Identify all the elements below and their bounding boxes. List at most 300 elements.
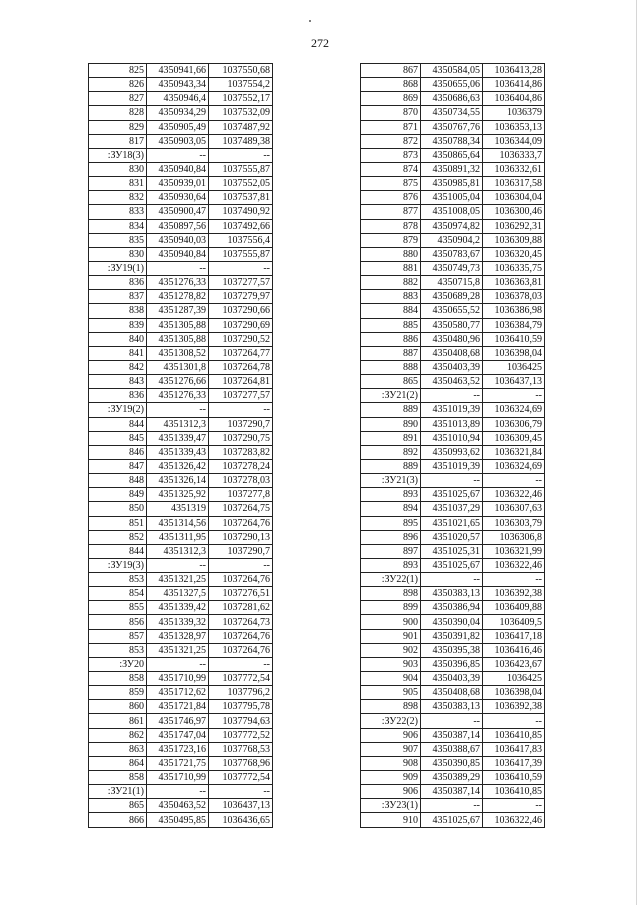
point-number-cell: 887 [361,346,421,360]
point-number-cell: :ЗУ20 [89,657,147,671]
y-coordinate-cell: -- [483,714,545,728]
point-number-cell: 830 [89,162,147,176]
x-coordinate-cell: -- [421,389,483,403]
y-coordinate-cell: 1036410,85 [483,785,545,799]
y-coordinate-cell: -- [483,799,545,813]
point-number-cell: 842 [89,360,147,374]
point-number-cell: 875 [361,177,421,191]
y-coordinate-cell: 1037492,66 [209,219,273,233]
y-coordinate-cell: 1037794,63 [209,714,273,728]
y-coordinate-cell: 1037489,38 [209,134,273,148]
table-row [89,587,273,601]
y-coordinate-cell: 1037278,24 [209,459,273,473]
table-row [89,403,273,417]
x-coordinate-cell: 4350396,85 [421,657,483,671]
table-row [361,389,545,403]
y-coordinate-cell: 1036436,65 [209,813,273,827]
x-coordinate-cell: 4351019,39 [421,459,483,473]
y-coordinate-cell: 1036379 [483,106,545,120]
point-number-cell: 898 [361,587,421,601]
x-coordinate-cell: 4350904,2 [421,233,483,247]
y-coordinate-cell: 1036378,03 [483,290,545,304]
x-coordinate-cell: 4351276,33 [147,276,209,290]
y-coordinate-cell: 1037554,2 [209,78,273,92]
point-number-cell: 843 [89,375,147,389]
table-row [89,276,273,290]
point-number-cell: 836 [89,389,147,403]
scan-edge-line [636,0,637,905]
table-row [361,728,545,742]
x-coordinate-cell: 4350943,34 [147,78,209,92]
x-coordinate-cell: -- [421,474,483,488]
x-coordinate-cell: 4350940,03 [147,233,209,247]
x-coordinate-cell: 4351339,32 [147,615,209,629]
y-coordinate-cell: 1036304,04 [483,191,545,205]
y-coordinate-cell: 1036416,46 [483,643,545,657]
y-coordinate-cell: 1036423,67 [483,657,545,671]
table-row [89,177,273,191]
point-number-cell: 847 [89,459,147,473]
page-number: 272 [311,36,329,50]
table-row [361,672,545,686]
table-row [89,445,273,459]
x-coordinate-cell: 4350686,63 [421,92,483,106]
x-coordinate-cell: 4351710,99 [147,771,209,785]
point-number-cell: 841 [89,346,147,360]
point-number-cell: 904 [361,672,421,686]
y-coordinate-cell: 1037276,51 [209,587,273,601]
table-row [361,205,545,219]
y-coordinate-cell: 1036324,69 [483,459,545,473]
table-row [89,728,273,742]
x-coordinate-cell: 4350900,47 [147,205,209,219]
point-number-cell: 851 [89,516,147,530]
y-coordinate-cell: 1037550,68 [209,64,273,78]
y-coordinate-cell: 1037290,75 [209,431,273,445]
y-coordinate-cell: 1037552,05 [209,177,273,191]
table-row [361,799,545,813]
y-coordinate-cell: 1037555,87 [209,162,273,176]
x-coordinate-cell: 4350940,84 [147,247,209,261]
y-coordinate-cell: 1036417,18 [483,629,545,643]
y-coordinate-cell: 1036410,59 [483,332,545,346]
y-coordinate-cell: 1036344,09 [483,134,545,148]
x-coordinate-cell: 4351276,33 [147,389,209,403]
table-row [89,771,273,785]
table-row [361,233,545,247]
x-coordinate-cell: 4351312,3 [147,544,209,558]
point-number-cell: 861 [89,714,147,728]
y-coordinate-cell: 1036409,5 [483,615,545,629]
table-row [89,558,273,572]
point-number-cell: 834 [89,219,147,233]
point-number-cell: 837 [89,290,147,304]
table-row [89,191,273,205]
point-number-cell: 838 [89,304,147,318]
y-coordinate-cell: 1036300,46 [483,205,545,219]
y-coordinate-cell: 1036322,46 [483,558,545,572]
x-coordinate-cell: 4351328,97 [147,629,209,643]
y-coordinate-cell: 1037277,57 [209,276,273,290]
table-row [361,459,545,473]
table-row [361,191,545,205]
coordinates-table-left-body [89,64,273,828]
x-coordinate-cell: 4350767,76 [421,120,483,134]
point-number-cell: 831 [89,177,147,191]
y-coordinate-cell: 1036309,88 [483,233,545,247]
table-row [89,389,273,403]
table-row [361,403,545,417]
table-row [361,177,545,191]
table-row [89,162,273,176]
y-coordinate-cell: 1037264,76 [209,643,273,657]
point-number-cell: 829 [89,120,147,134]
point-number-cell: 900 [361,615,421,629]
y-coordinate-cell: 1036333,7 [483,148,545,162]
y-coordinate-cell: 1037264,77 [209,346,273,360]
x-coordinate-cell: 4350463,52 [147,799,209,813]
point-number-cell: 845 [89,431,147,445]
y-coordinate-cell: 1037279,97 [209,290,273,304]
x-coordinate-cell: 4351319 [147,502,209,516]
y-coordinate-cell: 1037290,69 [209,318,273,332]
x-coordinate-cell: 4351037,29 [421,502,483,516]
y-coordinate-cell: 1037532,09 [209,106,273,120]
table-row [361,502,545,516]
y-coordinate-cell: 1037290,13 [209,530,273,544]
x-coordinate-cell: 4350993,62 [421,445,483,459]
table-row [89,813,273,827]
point-number-cell: 859 [89,686,147,700]
x-coordinate-cell: 4350940,84 [147,162,209,176]
x-coordinate-cell: 4350383,13 [421,587,483,601]
table-row [89,360,273,374]
x-coordinate-cell: 4351025,67 [421,488,483,502]
point-number-cell: 872 [361,134,421,148]
table-row [361,261,545,275]
point-number-cell: 883 [361,290,421,304]
y-coordinate-cell: 1036320,45 [483,247,545,261]
x-coordinate-cell: 4350388,67 [421,742,483,756]
table-row [89,106,273,120]
y-coordinate-cell: 1036386,98 [483,304,545,318]
point-number-cell: :ЗУ19(3) [89,558,147,572]
point-number-cell: 890 [361,417,421,431]
y-coordinate-cell: 1036332,61 [483,162,545,176]
point-number-cell: 898 [361,700,421,714]
table-row [89,205,273,219]
x-coordinate-cell: 4350903,05 [147,134,209,148]
y-coordinate-cell: -- [209,657,273,671]
x-coordinate-cell: 4350584,05 [421,64,483,78]
x-coordinate-cell: 4350865,64 [421,148,483,162]
table-row [89,530,273,544]
point-number-cell: 879 [361,233,421,247]
x-coordinate-cell: 4350905,49 [147,120,209,134]
x-coordinate-cell: 4351321,25 [147,573,209,587]
point-number-cell: 902 [361,643,421,657]
y-coordinate-cell: 1036324,69 [483,403,545,417]
y-coordinate-cell: 1036321,84 [483,445,545,459]
point-number-cell: 884 [361,304,421,318]
x-coordinate-cell: 4351308,52 [147,346,209,360]
y-coordinate-cell: 1036425 [483,360,545,374]
table-row [361,162,545,176]
x-coordinate-cell: 4350383,13 [421,700,483,714]
x-coordinate-cell: 4350788,34 [421,134,483,148]
x-coordinate-cell: 4351010,94 [421,431,483,445]
coordinates-table-left [88,63,273,828]
x-coordinate-cell: 4350946,4 [147,92,209,106]
x-coordinate-cell: 4351721,84 [147,700,209,714]
x-coordinate-cell: 4350783,67 [421,247,483,261]
table-row [361,686,545,700]
table-row [361,276,545,290]
y-coordinate-cell: 1036409,88 [483,601,545,615]
table-row [361,516,545,530]
table-row [89,417,273,431]
y-coordinate-cell: 1036321,99 [483,544,545,558]
y-coordinate-cell: 1036437,13 [483,375,545,389]
point-number-cell: :ЗУ22(2) [361,714,421,728]
x-coordinate-cell: 4351339,42 [147,601,209,615]
point-number-cell: 863 [89,742,147,756]
table-row [89,78,273,92]
y-coordinate-cell: -- [209,261,273,275]
table-row [89,375,273,389]
x-coordinate-cell: 4351276,66 [147,375,209,389]
x-coordinate-cell: 4351278,82 [147,290,209,304]
x-coordinate-cell: 4351305,88 [147,332,209,346]
point-number-cell: 853 [89,643,147,657]
y-coordinate-cell: 1036398,04 [483,346,545,360]
table-row [89,516,273,530]
point-number-cell: 867 [361,64,421,78]
point-number-cell: 830 [89,247,147,261]
y-coordinate-cell: 1036307,63 [483,502,545,516]
point-number-cell: 866 [89,813,147,827]
table-row [89,247,273,261]
y-coordinate-cell: 1037264,76 [209,629,273,643]
point-number-cell: 873 [361,148,421,162]
table-row [89,304,273,318]
point-number-cell: :ЗУ21(3) [361,474,421,488]
table-row [89,573,273,587]
y-coordinate-cell: 1036306,8 [483,530,545,544]
table-row [361,78,545,92]
table-row [361,332,545,346]
x-coordinate-cell: 4350941,66 [147,64,209,78]
point-number-cell: 901 [361,629,421,643]
coordinates-table-right-body [361,64,545,828]
x-coordinate-cell: -- [147,657,209,671]
table-row [361,530,545,544]
y-coordinate-cell: 1036392,38 [483,587,545,601]
table-row [361,64,545,78]
table-row [361,615,545,629]
x-coordinate-cell: 4351326,42 [147,459,209,473]
x-coordinate-cell: -- [421,714,483,728]
table-row [89,459,273,473]
y-coordinate-cell: 1037277,8 [209,488,273,502]
table-row [361,247,545,261]
point-number-cell: 817 [89,134,147,148]
table-row [361,290,545,304]
point-number-cell: 858 [89,672,147,686]
table-row [361,813,545,827]
table-row [361,375,545,389]
point-number-cell: 839 [89,318,147,332]
point-number-cell: 836 [89,276,147,290]
table-row [361,785,545,799]
x-coordinate-cell: 4350395,38 [421,643,483,657]
x-coordinate-cell: 4351020,57 [421,530,483,544]
y-coordinate-cell: 1037796,2 [209,686,273,700]
x-coordinate-cell: 4350390,85 [421,756,483,770]
point-number-cell: :ЗУ21(2) [361,389,421,403]
y-coordinate-cell: -- [483,389,545,403]
x-coordinate-cell: 4350715,8 [421,276,483,290]
table-row [89,332,273,346]
point-number-cell: 832 [89,191,147,205]
point-number-cell: :ЗУ18(3) [89,148,147,162]
table-row [361,742,545,756]
y-coordinate-cell: -- [209,148,273,162]
x-coordinate-cell: -- [421,799,483,813]
point-number-cell: 888 [361,360,421,374]
point-number-cell: 880 [361,247,421,261]
table-row [361,573,545,587]
point-number-cell: 878 [361,219,421,233]
x-coordinate-cell: 4351721,75 [147,756,209,770]
table-row [89,756,273,770]
y-coordinate-cell: 1037264,73 [209,615,273,629]
y-coordinate-cell: 1036413,28 [483,64,545,78]
y-coordinate-cell: 1037278,03 [209,474,273,488]
x-coordinate-cell: 4350463,52 [421,375,483,389]
y-coordinate-cell: 1036410,59 [483,771,545,785]
point-number-cell: 874 [361,162,421,176]
point-number-cell: 897 [361,544,421,558]
table-row [89,488,273,502]
point-number-cell: 846 [89,445,147,459]
point-number-cell: 891 [361,431,421,445]
y-coordinate-cell: 1037556,4 [209,233,273,247]
x-coordinate-cell: 4351008,05 [421,205,483,219]
table-row [361,106,545,120]
x-coordinate-cell: 4351326,14 [147,474,209,488]
y-coordinate-cell: -- [209,403,273,417]
x-coordinate-cell: 4351723,16 [147,742,209,756]
y-coordinate-cell: 1036414,86 [483,78,545,92]
y-coordinate-cell: -- [209,558,273,572]
x-coordinate-cell: 4350655,52 [421,304,483,318]
x-coordinate-cell: 4350749,73 [421,261,483,275]
point-number-cell: 893 [361,488,421,502]
x-coordinate-cell: 4351712,62 [147,686,209,700]
table-row [361,120,545,134]
point-number-cell: 833 [89,205,147,219]
table-row [361,657,545,671]
point-number-cell: 895 [361,516,421,530]
y-coordinate-cell: 1036303,79 [483,516,545,530]
x-coordinate-cell: 4351321,25 [147,643,209,657]
table-row [361,558,545,572]
x-coordinate-cell: 4351019,39 [421,403,483,417]
x-coordinate-cell: 4351710,99 [147,672,209,686]
x-coordinate-cell: 4351025,67 [421,813,483,827]
point-number-cell: 857 [89,629,147,643]
y-coordinate-cell: 1037283,82 [209,445,273,459]
x-coordinate-cell: -- [147,558,209,572]
y-coordinate-cell: 1036322,46 [483,813,545,827]
y-coordinate-cell: 1036309,45 [483,431,545,445]
table-row [361,643,545,657]
point-number-cell: 907 [361,742,421,756]
table-row [89,134,273,148]
table-row [361,219,545,233]
y-coordinate-cell: 1037290,52 [209,332,273,346]
y-coordinate-cell: 1037281,62 [209,601,273,615]
table-row [89,290,273,304]
y-coordinate-cell: -- [483,474,545,488]
x-coordinate-cell: 4351025,67 [421,558,483,572]
point-number-cell: 828 [89,106,147,120]
x-coordinate-cell: -- [147,261,209,275]
table-row [89,714,273,728]
table-row [361,771,545,785]
point-number-cell: 903 [361,657,421,671]
x-coordinate-cell: 4351746,97 [147,714,209,728]
y-coordinate-cell: 1037277,57 [209,389,273,403]
point-number-cell: 850 [89,502,147,516]
point-number-cell: :ЗУ22(1) [361,573,421,587]
x-coordinate-cell: 4351339,47 [147,431,209,445]
point-number-cell: 905 [361,686,421,700]
y-coordinate-cell: 1037552,17 [209,92,273,106]
y-coordinate-cell: 1037264,75 [209,502,273,516]
table-row [89,431,273,445]
x-coordinate-cell: 4350403,39 [421,672,483,686]
table-row [361,474,545,488]
x-coordinate-cell: 4351301,8 [147,360,209,374]
table-row [89,318,273,332]
x-coordinate-cell: 4350389,29 [421,771,483,785]
point-number-cell: 885 [361,318,421,332]
y-coordinate-cell: 1036317,58 [483,177,545,191]
table-row [89,92,273,106]
table-row [361,318,545,332]
point-number-cell: 855 [89,601,147,615]
x-coordinate-cell: -- [147,785,209,799]
table-row [89,629,273,643]
x-coordinate-cell: 4350930,64 [147,191,209,205]
x-coordinate-cell: 4350408,68 [421,346,483,360]
y-coordinate-cell: 1036410,85 [483,728,545,742]
y-coordinate-cell: 1036335,75 [483,261,545,275]
y-coordinate-cell: 1037264,78 [209,360,273,374]
point-number-cell: 864 [89,756,147,770]
x-coordinate-cell: 4350974,82 [421,219,483,233]
point-number-cell: 853 [89,573,147,587]
point-number-cell: 858 [89,771,147,785]
x-coordinate-cell: 4350734,55 [421,106,483,120]
point-number-cell: 840 [89,332,147,346]
x-coordinate-cell: 4350655,06 [421,78,483,92]
table-row [361,431,545,445]
y-coordinate-cell: 1036384,79 [483,318,545,332]
table-row [89,148,273,162]
